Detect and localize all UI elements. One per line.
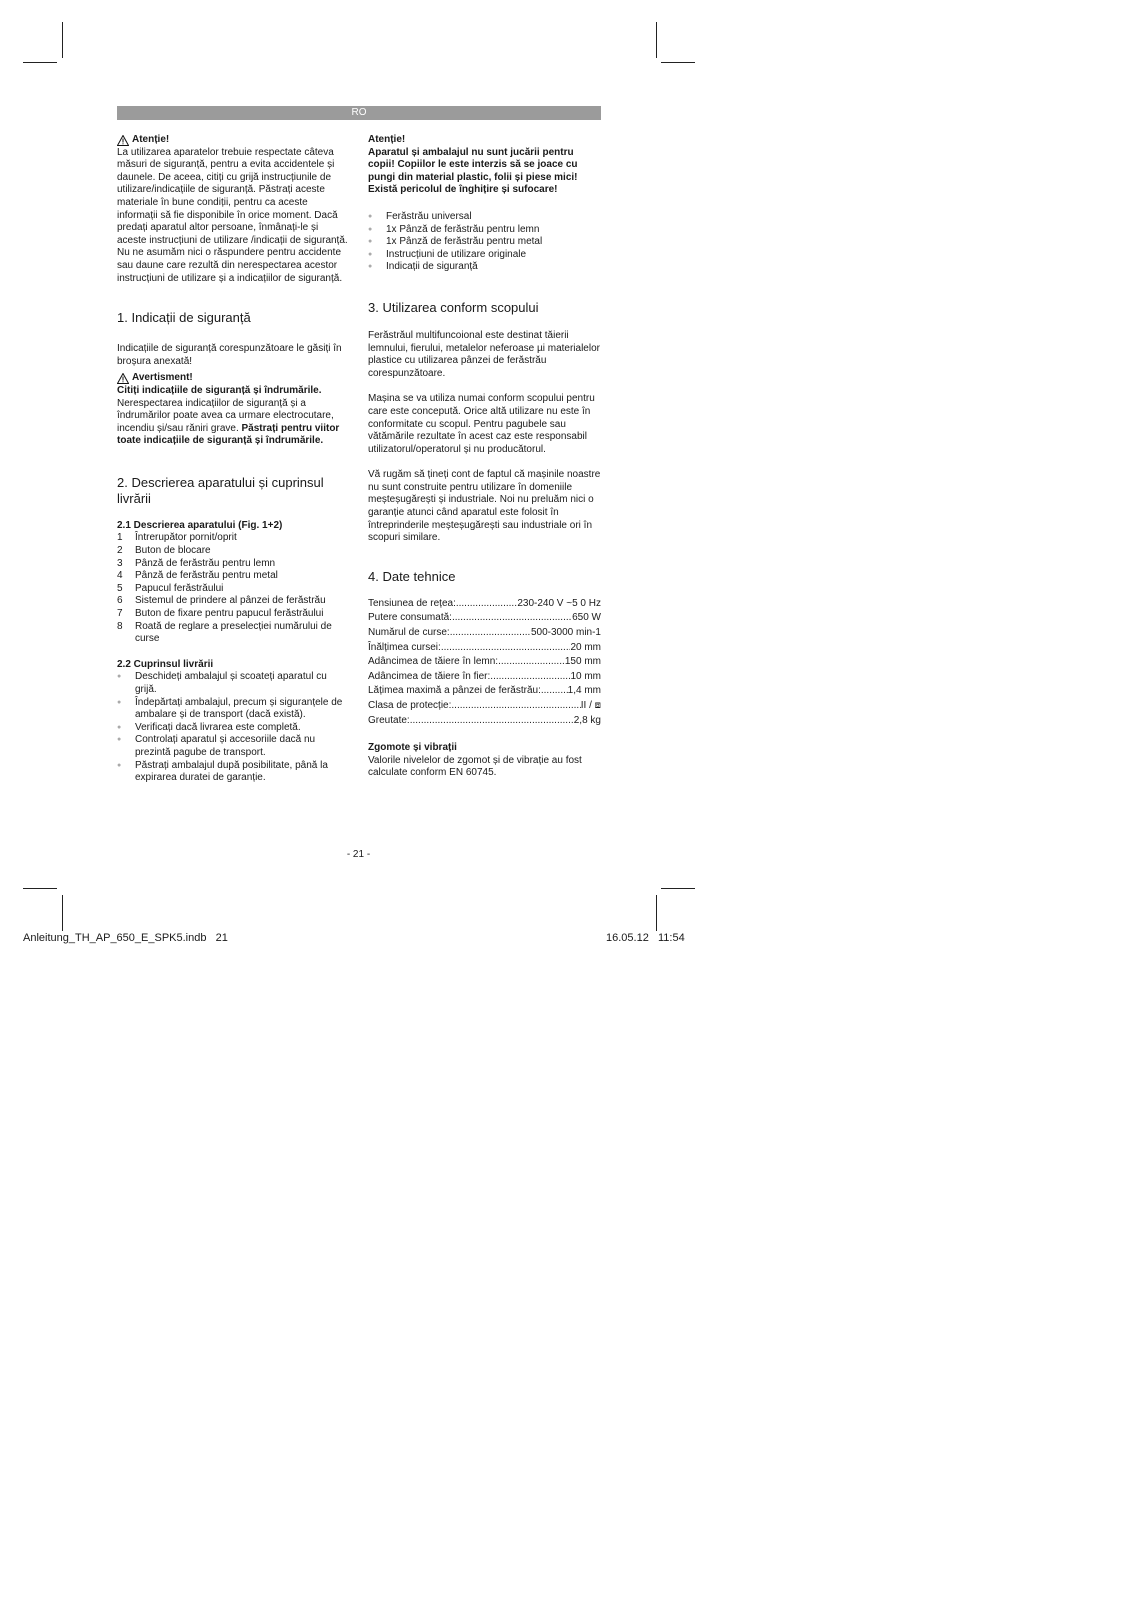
- list-item: ● Controlați aparatul și accesoriile dacă nu prezintă pagube de transport.: [117, 734, 349, 759]
- attention-title-right: Atenție!: [368, 134, 406, 145]
- spec-row: Numărul de curse: ..... 500-3000 min-1: [368, 626, 601, 641]
- list-item: 5 Papucul ferăstrăului: [117, 582, 224, 594]
- warning-body: Nerespectarea indicațiilor de siguranță și a îndrumărilor poate avea ca urmare electrocutare, incendiu și/sau răniri grave.: [117, 397, 334, 434]
- left-column: [117, 134, 349, 785]
- crop-mark: [62, 895, 63, 931]
- delivery-list: [117, 671, 349, 784]
- list-item: 7 Buton de fixare pentru papucul ferăstrăului: [117, 608, 324, 620]
- section-3-paragraph-1: Ferăstrăul multifuncoional este destinat tăierii lemnului, fierului, metalelor neferoase µi materialelor plastice cu utilizarea pânzei de ferăstrău corespunzătoare.: [368, 329, 600, 379]
- attention-text: La utilizarea aparatelor trebuie respectate câteva măsuri de siguranță, pentru a evita accidentele și daunele. De aceea, citiți cu grijă instrucțiunile de utilizare/indicațiile de siguranță. Păstrați aceste materiale în bune condiții, pentru ca aceste informații să fie disponibile în orice moment. Dacă predați aparatul altor persoane, înmânați-le și aceste instrucțiuni de utilizare /indicații de siguranță. Nu ne asumăm nici o răspundere pentru accidente sau daune care rezultă din nerespectarea acestor instrucțiuni de utilizare și a indicațiilor de siguranță.: [117, 146, 348, 284]
- warning-text: [117, 385, 349, 448]
- spec-row: Adâncimea de tăiere în fier: ..... 10 mm: [368, 670, 601, 685]
- section-2-2-title: 2.2 Cuprinsul livrării: [117, 658, 214, 670]
- warning-title: Avertisment!: [132, 372, 193, 384]
- section-4-title: 4. Date tehnice: [368, 568, 456, 584]
- footer-date: 16.05.12 11:54: [606, 932, 685, 944]
- parts-list: [117, 532, 349, 645]
- warning-heading: [117, 372, 349, 385]
- list-item: ● Verificați dacă livrarea este completă.: [117, 722, 349, 735]
- list-item: ● 1x Pânză de ferăstrău pentru lemn: [368, 224, 601, 237]
- noise-text: Valorile nivelelor de zgomot și de vibrație au fost calculate conform EN 60745.: [368, 754, 582, 779]
- list-item: 8 Roată de reglare a preselecției numărului de curse: [117, 620, 332, 645]
- section-3-title: 3. Utilizarea conform scopului: [368, 299, 539, 315]
- warning-icon: [117, 373, 129, 384]
- attention-text-right: Aparatul și ambalajul nu sunt jucării pentru copii! Copiilor le este interzis să se joace cu pungi din material plastic, folii și piese mici! Există pericolul de înghițire și sufocare!: [368, 146, 578, 196]
- list-item: ● Instrucțiuni de utilizare originale: [368, 249, 601, 262]
- list-item: 6 Sistemul de prindere al pânzei de ferăstrău: [117, 595, 326, 607]
- crop-mark: [62, 22, 63, 58]
- right-column: [368, 134, 601, 780]
- spec-row: Înălțimea cursei: ..... 20 mm: [368, 641, 601, 656]
- crop-mark: [23, 62, 57, 63]
- crop-mark: [23, 888, 57, 889]
- list-item: ● Indicații de siguranță: [368, 261, 601, 274]
- list-item: ● Îndepărtați ambalajul, precum și siguranțele de ambalare și de transport (dacă există).: [117, 697, 349, 722]
- attention-title: Atenție!: [132, 134, 170, 145]
- list-item: 1 Întrerupător pornit/oprit: [117, 532, 237, 544]
- warning-bold: Citiți indicațiile de siguranță și îndrumările.: [117, 384, 322, 396]
- crop-mark: [656, 22, 657, 58]
- noise-title: Zgomote și vibrații: [368, 742, 457, 754]
- section-3-paragraph-3: Vă rugăm să țineți cont de faptul că mașinile noastre nu sunt construite pentru utilizare în domeniile meșteșugărești și industriale. Noi nu preluăm nici o garanție atunci când aparatul este folosit în întreprinderile meșteșugărești sau industriale ori în scopuri similare.: [368, 469, 601, 544]
- spec-row: Lățimea maximă a pânzei de ferăstrău: ..... 1,4 mm: [368, 684, 601, 699]
- section-2-1-title: 2.1 Descrierea aparatului (Fig. 1+2): [117, 519, 283, 531]
- warning-icon: [117, 135, 129, 146]
- crop-mark: [656, 895, 657, 931]
- footer-file: Anleitung_TH_AP_650_E_SPK5.indb 21: [23, 932, 228, 944]
- spec-row: Clasa de protecție: ..... II / ⧈: [368, 699, 601, 714]
- spec-row: Putere consumată: ..... 650 W: [368, 611, 601, 626]
- list-item: ● Deschideți ambalajul și scoateți aparatul cu grijă.: [117, 671, 349, 696]
- list-item: ● Păstrați ambalajul după posibilitate, până la expirarea duratei de garanție.: [117, 760, 349, 785]
- spec-row: Tensiunea de rețea: ..... 230-240 V ~5 0 Hz: [368, 597, 601, 612]
- specs-table: [368, 597, 601, 728]
- spec-row: Greutate: ..... 2,8 kg: [368, 714, 601, 729]
- page-number: - 21 -: [346, 849, 371, 860]
- crop-mark: [661, 62, 695, 63]
- language-bar: RO: [117, 106, 601, 120]
- crop-mark: [661, 888, 695, 889]
- section-3-paragraph-2: Mașina se va utiliza numai conform scopului pentru care este concepută. Orice altă utilizare nu este în conformitate cu scopul. Pentru pagubele sau vătămările rezultate în acest caz este responsabil utilizatorul/operatorul și nu producătorul.: [368, 393, 595, 455]
- section-1-text: Indicațiile de siguranță corespunzătoare le găsiți în broșura anexată!: [117, 343, 342, 367]
- warning-bold-2: Păstrați pentru viitor toate indicațiile de siguranță și îndrumările.: [117, 422, 340, 447]
- list-item: ● 1x Pânză de ferăstrău pentru metal: [368, 236, 601, 249]
- contents-list: [368, 211, 601, 274]
- section-1-title: 1. Indicații de siguranță: [117, 310, 251, 326]
- section-2-title: 2. Descrierea aparatului și cuprinsul livrării: [117, 474, 324, 506]
- spec-row: Adâncimea de tăiere în lemn: ..... 150 mm: [368, 655, 601, 670]
- list-item: ● Ferăstrău universal: [368, 211, 601, 224]
- list-item: 4 Pânză de ferăstrău pentru metal: [117, 570, 278, 582]
- attention-heading: [117, 134, 349, 147]
- list-item: 3 Pânză de ferăstrău pentru lemn: [117, 557, 276, 569]
- list-item: 2 Buton de blocare: [117, 545, 211, 557]
